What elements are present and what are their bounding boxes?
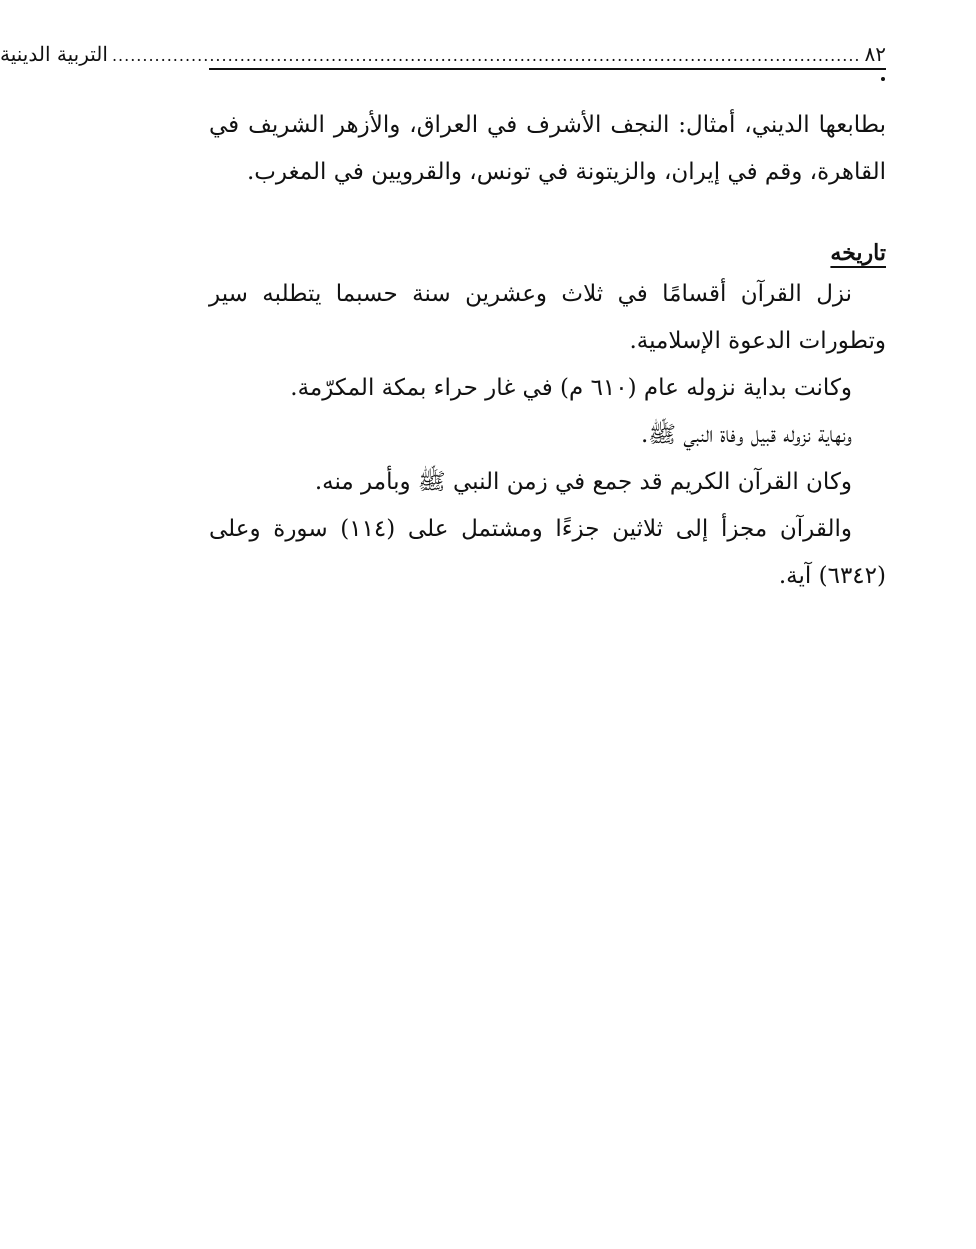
section-heading	[209, 235, 886, 271]
dot-leader: ...........................................................................................................................	[111, 46, 861, 65]
page-number: ٨٢	[864, 42, 886, 66]
section-heading-text: تاريخه	[830, 240, 886, 266]
running-header	[0, 34, 886, 66]
intro-paragraph: بطابعها الديني، أمثال: النجف الأشرف في العراق، والأزهر الشريف في القاهرة، وقم في إيران، والزيتونة في تونس، والقرويين في المغرب.	[209, 112, 886, 185]
header-ornament-dot	[881, 77, 885, 81]
history-paragraph-5: والقرآن مجزأ إلى ثلاثين جزءًا ومشتمل على (١١٤) سورة وعلى (٦٣٤٢) آية.	[209, 516, 886, 589]
history-paragraph-3: ونهاية نزوله قبيل وفاة النبي ﷺ.	[640, 422, 852, 448]
history-paragraph-2: وكانت بداية نزوله عام (٦١٠ م) في غار حراء بمكة المكرّمة.	[290, 375, 852, 401]
book-title: التربية الدينية	[0, 42, 108, 66]
header-rule	[209, 68, 886, 70]
page-body	[209, 102, 886, 600]
history-paragraph-4: وكان القرآن الكريم قد جمع في زمن النبي ﷺ وبأمر منه.	[314, 469, 852, 495]
history-paragraph-1: نزل القرآن أقسامًا في ثلاث وعشرين سنة حسبما يتطلبه سير وتطورات الدعوة الإسلامية.	[209, 281, 886, 354]
